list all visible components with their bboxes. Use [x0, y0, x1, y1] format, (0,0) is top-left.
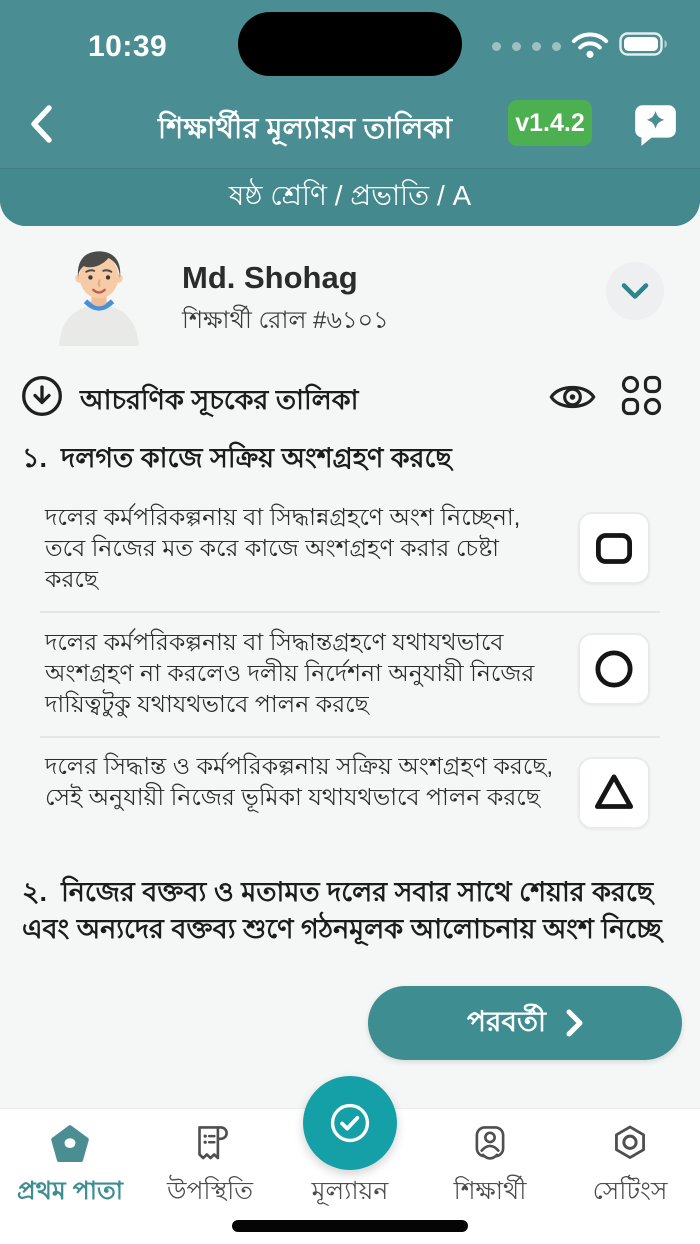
app-header: [0, 0, 700, 226]
student-card: [0, 246, 700, 348]
wifi-icon: [570, 29, 610, 64]
sparkle-chat-icon: [631, 100, 679, 148]
version-badge: v1.4.2: [508, 100, 592, 146]
nav-settings[interactable]: [560, 1109, 700, 1219]
cellular-signal-icon: [492, 42, 561, 51]
page-title: শিক্ষার্থীর মূল্যায়ন তালিকা: [157, 113, 453, 145]
chevron-right-icon: [566, 1009, 583, 1037]
student-expand-button[interactable]: [606, 262, 664, 320]
check-circle-icon: [323, 1096, 377, 1150]
student-avatar: [42, 246, 156, 346]
back-chevron-icon: [28, 104, 54, 144]
next-button[interactable]: [368, 986, 682, 1060]
evaluation-fab-button[interactable]: [303, 1076, 397, 1170]
nav-settings-label: সেটিংস: [592, 1177, 668, 1205]
option-1-text: দলের কর্মপরিকল্পনায় বা সিদ্ধান্নগ্রহণে অংশ নিচ্ছেনা, তবে নিজের মত করে কাজে অংশগ্রহণ করার চেষ্টা করছে: [45, 504, 521, 592]
nav-students[interactable]: [420, 1109, 560, 1219]
question-1-number: ১.: [22, 443, 48, 473]
section-title: আচরণিক সূচকের তালিকা: [80, 385, 359, 415]
indicator-section-header: [0, 372, 700, 420]
back-button[interactable]: [26, 104, 56, 144]
student-badge-icon: [420, 1123, 560, 1165]
preview-button[interactable]: [549, 379, 596, 418]
class-breadcrumb: ষষ্ঠ শ্রেণি / প্রভাতি / A: [0, 169, 700, 226]
question-1-heading: [22, 440, 684, 477]
grid-icon: [620, 374, 664, 418]
nav-attendance-label: উপস্থিতি: [166, 1177, 254, 1205]
attendance-receipt-icon: [140, 1123, 280, 1165]
option-2-text: দলের কর্মপরিকল্পনায় বা সিদ্ধান্তগ্রহণে যথাযথভাবে অংশগ্রহণ না করলেও দলীয় নির্দেশনা অনুযায়ী নিজের দায়িত্বটুকু যথাযথভাবে পালন করছে: [45, 629, 535, 717]
student-name: Md. Shohag: [182, 260, 358, 295]
question-2-text: নিজের বক্তব্য ও মতামত দলের সবার সাথে শেয়ার করছে এবং অন্যদের বক্তব্য শুণে গঠনমূলক আলোচনায় অংশ নিচ্ছে: [22, 877, 662, 944]
square-icon: [589, 523, 639, 573]
nav-home-label: প্রথম পাতা: [17, 1177, 123, 1205]
settings-nut-icon: [560, 1123, 700, 1165]
home-icon: [0, 1123, 140, 1165]
option-3-text: দলের সিদ্ধান্ত ও কর্মপরিকল্পনায় সক্রিয় অংশগ্রহণ করছে, সেই অনুযায়ী নিজের ভূমিকা যথাযথভাবে পালন করছে: [45, 753, 554, 810]
nav-attendance[interactable]: [140, 1109, 280, 1219]
student-roll: শিক্ষার্থী রোল #৬১০১: [182, 307, 389, 334]
layout-grid-button[interactable]: [620, 374, 664, 421]
option-2-circle-button[interactable]: [578, 633, 650, 705]
feedback-button[interactable]: [631, 100, 679, 148]
question-2-heading: [22, 874, 684, 948]
triangle-icon: [589, 768, 639, 818]
home-indicator-bar[interactable]: [232, 1220, 468, 1232]
eye-icon: [549, 379, 596, 415]
next-button-label: পরবর্তী: [466, 1005, 546, 1037]
chevron-down-icon: [621, 283, 649, 300]
nav-students-label: শিক্ষার্থী: [453, 1177, 527, 1205]
circle-icon: [589, 644, 639, 694]
camera-notch: [238, 12, 462, 76]
question-1-text: দলগত কাজে সক্রিয় অংশগ্রহণ করছে: [61, 443, 452, 473]
option-divider: [40, 611, 660, 613]
download-circle-icon: [20, 374, 64, 418]
header-row: [0, 98, 700, 150]
download-button[interactable]: [20, 374, 64, 421]
option-3-triangle-button[interactable]: [578, 757, 650, 829]
option-1-square-button[interactable]: [578, 512, 650, 584]
question-2-number: ২.: [22, 877, 48, 907]
battery-icon: [619, 32, 669, 61]
status-time: 10:39: [88, 30, 168, 63]
nav-home[interactable]: [0, 1109, 140, 1219]
nav-evaluation-label: মূল্যায়ন: [311, 1177, 389, 1205]
option-divider: [40, 736, 660, 738]
